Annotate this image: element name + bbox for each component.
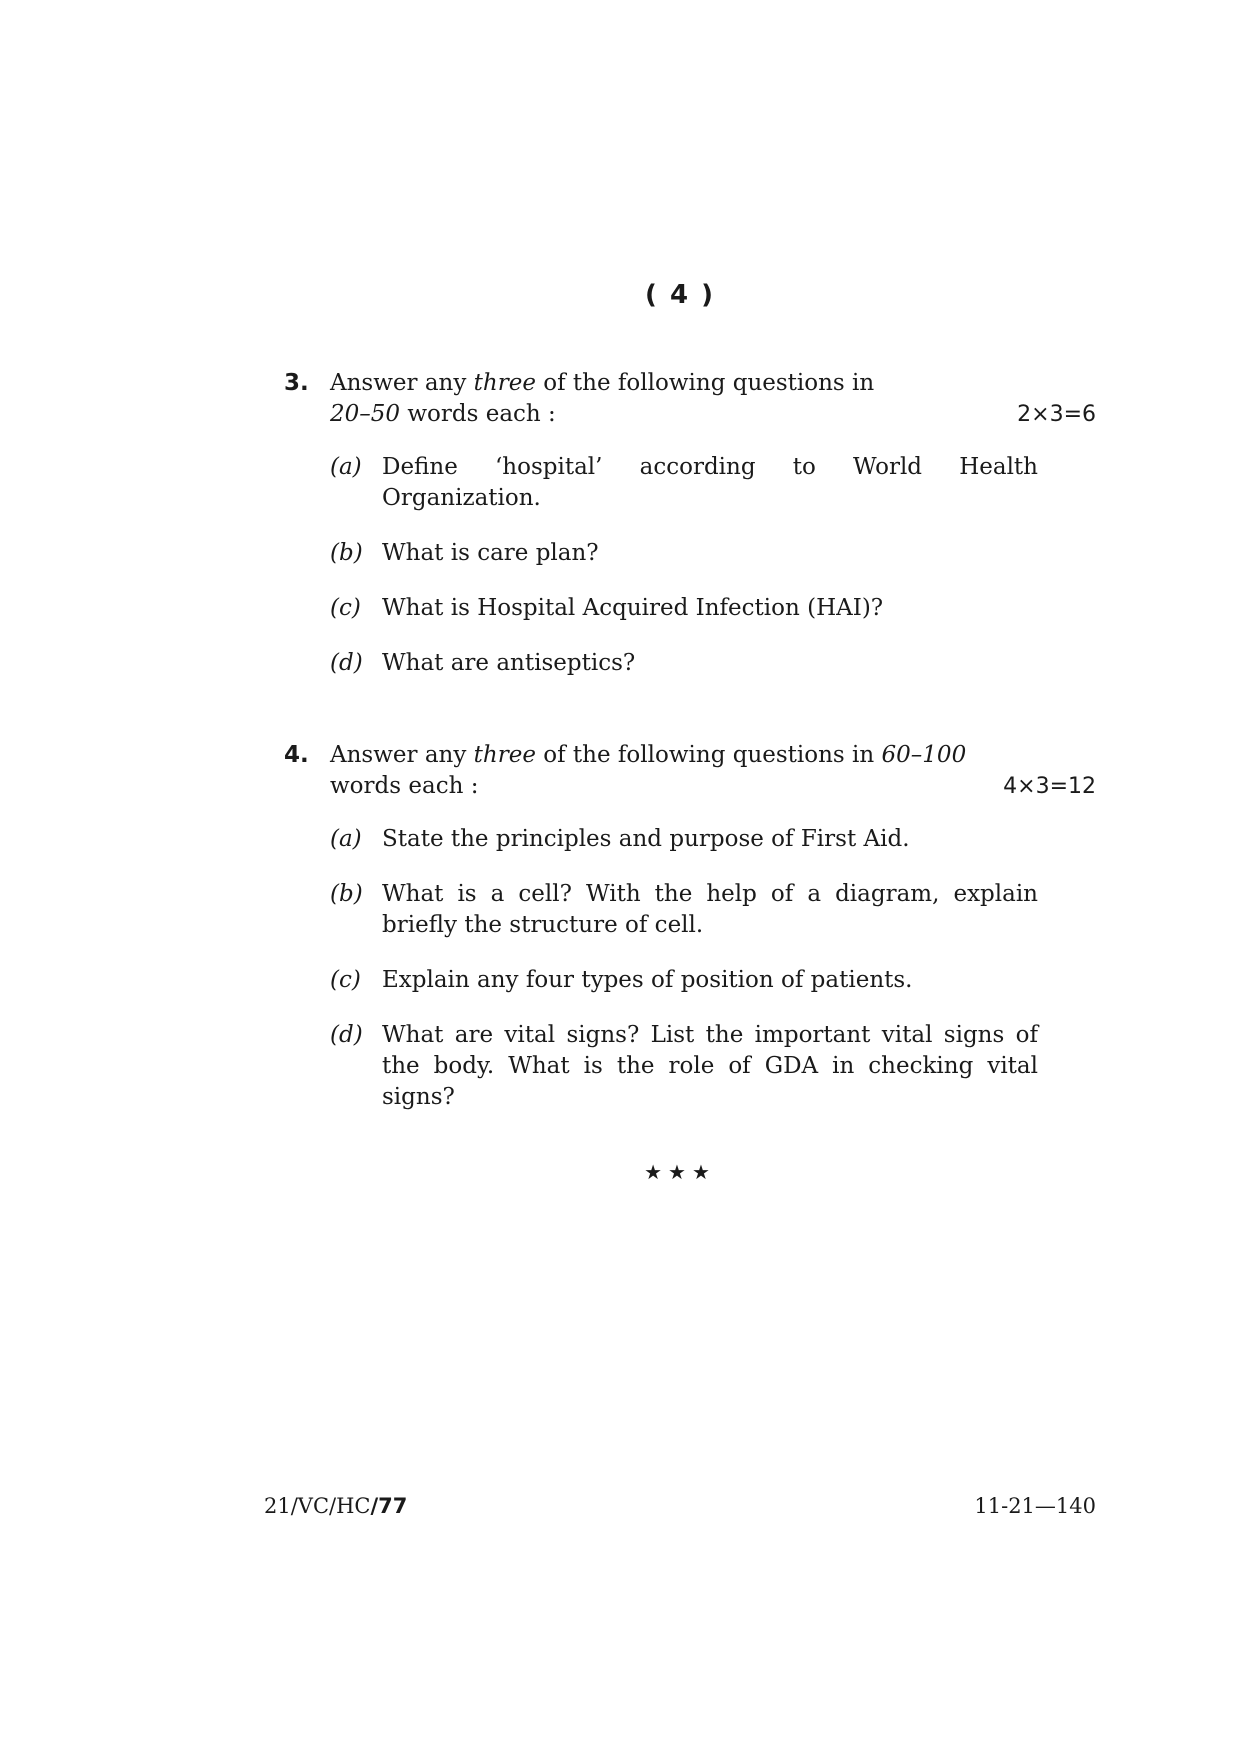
question-4-header [284,740,1096,802]
sub-question [284,1020,1038,1113]
sub-question [284,538,1038,569]
question-4-instruction: Answer any three of the following questions in 60–100 [330,742,967,768]
question-3-instruction: Answer any three of the following questions in [330,370,875,396]
question-3-line2: 20–50 words each : 2×3=6 [330,399,1096,430]
sub-question-label: (b) [330,881,363,907]
sub-question-text: What is Hospital Acquired Infection (HAI)? [382,595,884,621]
marks-allocation: 4×3=12 [1003,774,1096,799]
question-4 [284,740,1096,1137]
sub-question-label: (c) [330,967,361,993]
print-code: 11-21—140 [974,1494,1096,1518]
sub-question-label: (a) [330,454,362,480]
paper-code: 21/VC/HC/77 [264,1494,408,1518]
sub-question-label: (d) [330,650,363,676]
question-4-line2: words each : 4×3=12 [330,771,1096,802]
sub-question [284,593,1038,624]
question-3 [284,368,1096,703]
end-of-paper-stars: ★★★ [644,1160,716,1184]
sub-question-list [284,452,1096,679]
sub-question-text: Define ‘hospital’ according to World Health Organization. [382,454,1038,511]
sub-question-text: Explain any four types of position of patients. [382,967,913,993]
sub-question-label: (d) [330,1022,363,1048]
sub-question-label: (a) [330,826,362,852]
marks-allocation: 2×3=6 [1017,402,1096,427]
sub-question-text: What is a cell? With the help of a diagram, explain briefly the structure of cell. [382,881,1038,938]
question-number: 4. [284,742,309,768]
sub-question-list [284,824,1096,1113]
sub-question-text: State the principles and purpose of First Aid. [382,826,910,852]
question-number: 3. [284,370,309,396]
sub-question-label: (c) [330,595,361,621]
question-3-header [284,368,1096,430]
sub-question-text: What are antiseptics? [382,650,636,676]
sub-question-text: What are vital signs? List the important vital signs of the body. What is the role of GDA in checking vital signs? [382,1022,1038,1110]
sub-question [284,452,1038,514]
sub-question-text: What is care plan? [382,540,599,566]
sub-question [284,879,1038,941]
sub-question-label: (b) [330,540,363,566]
sub-question [284,965,1038,996]
page-number: ( 4 ) [645,280,715,310]
sub-question [284,648,1038,679]
sub-question [284,824,1038,855]
